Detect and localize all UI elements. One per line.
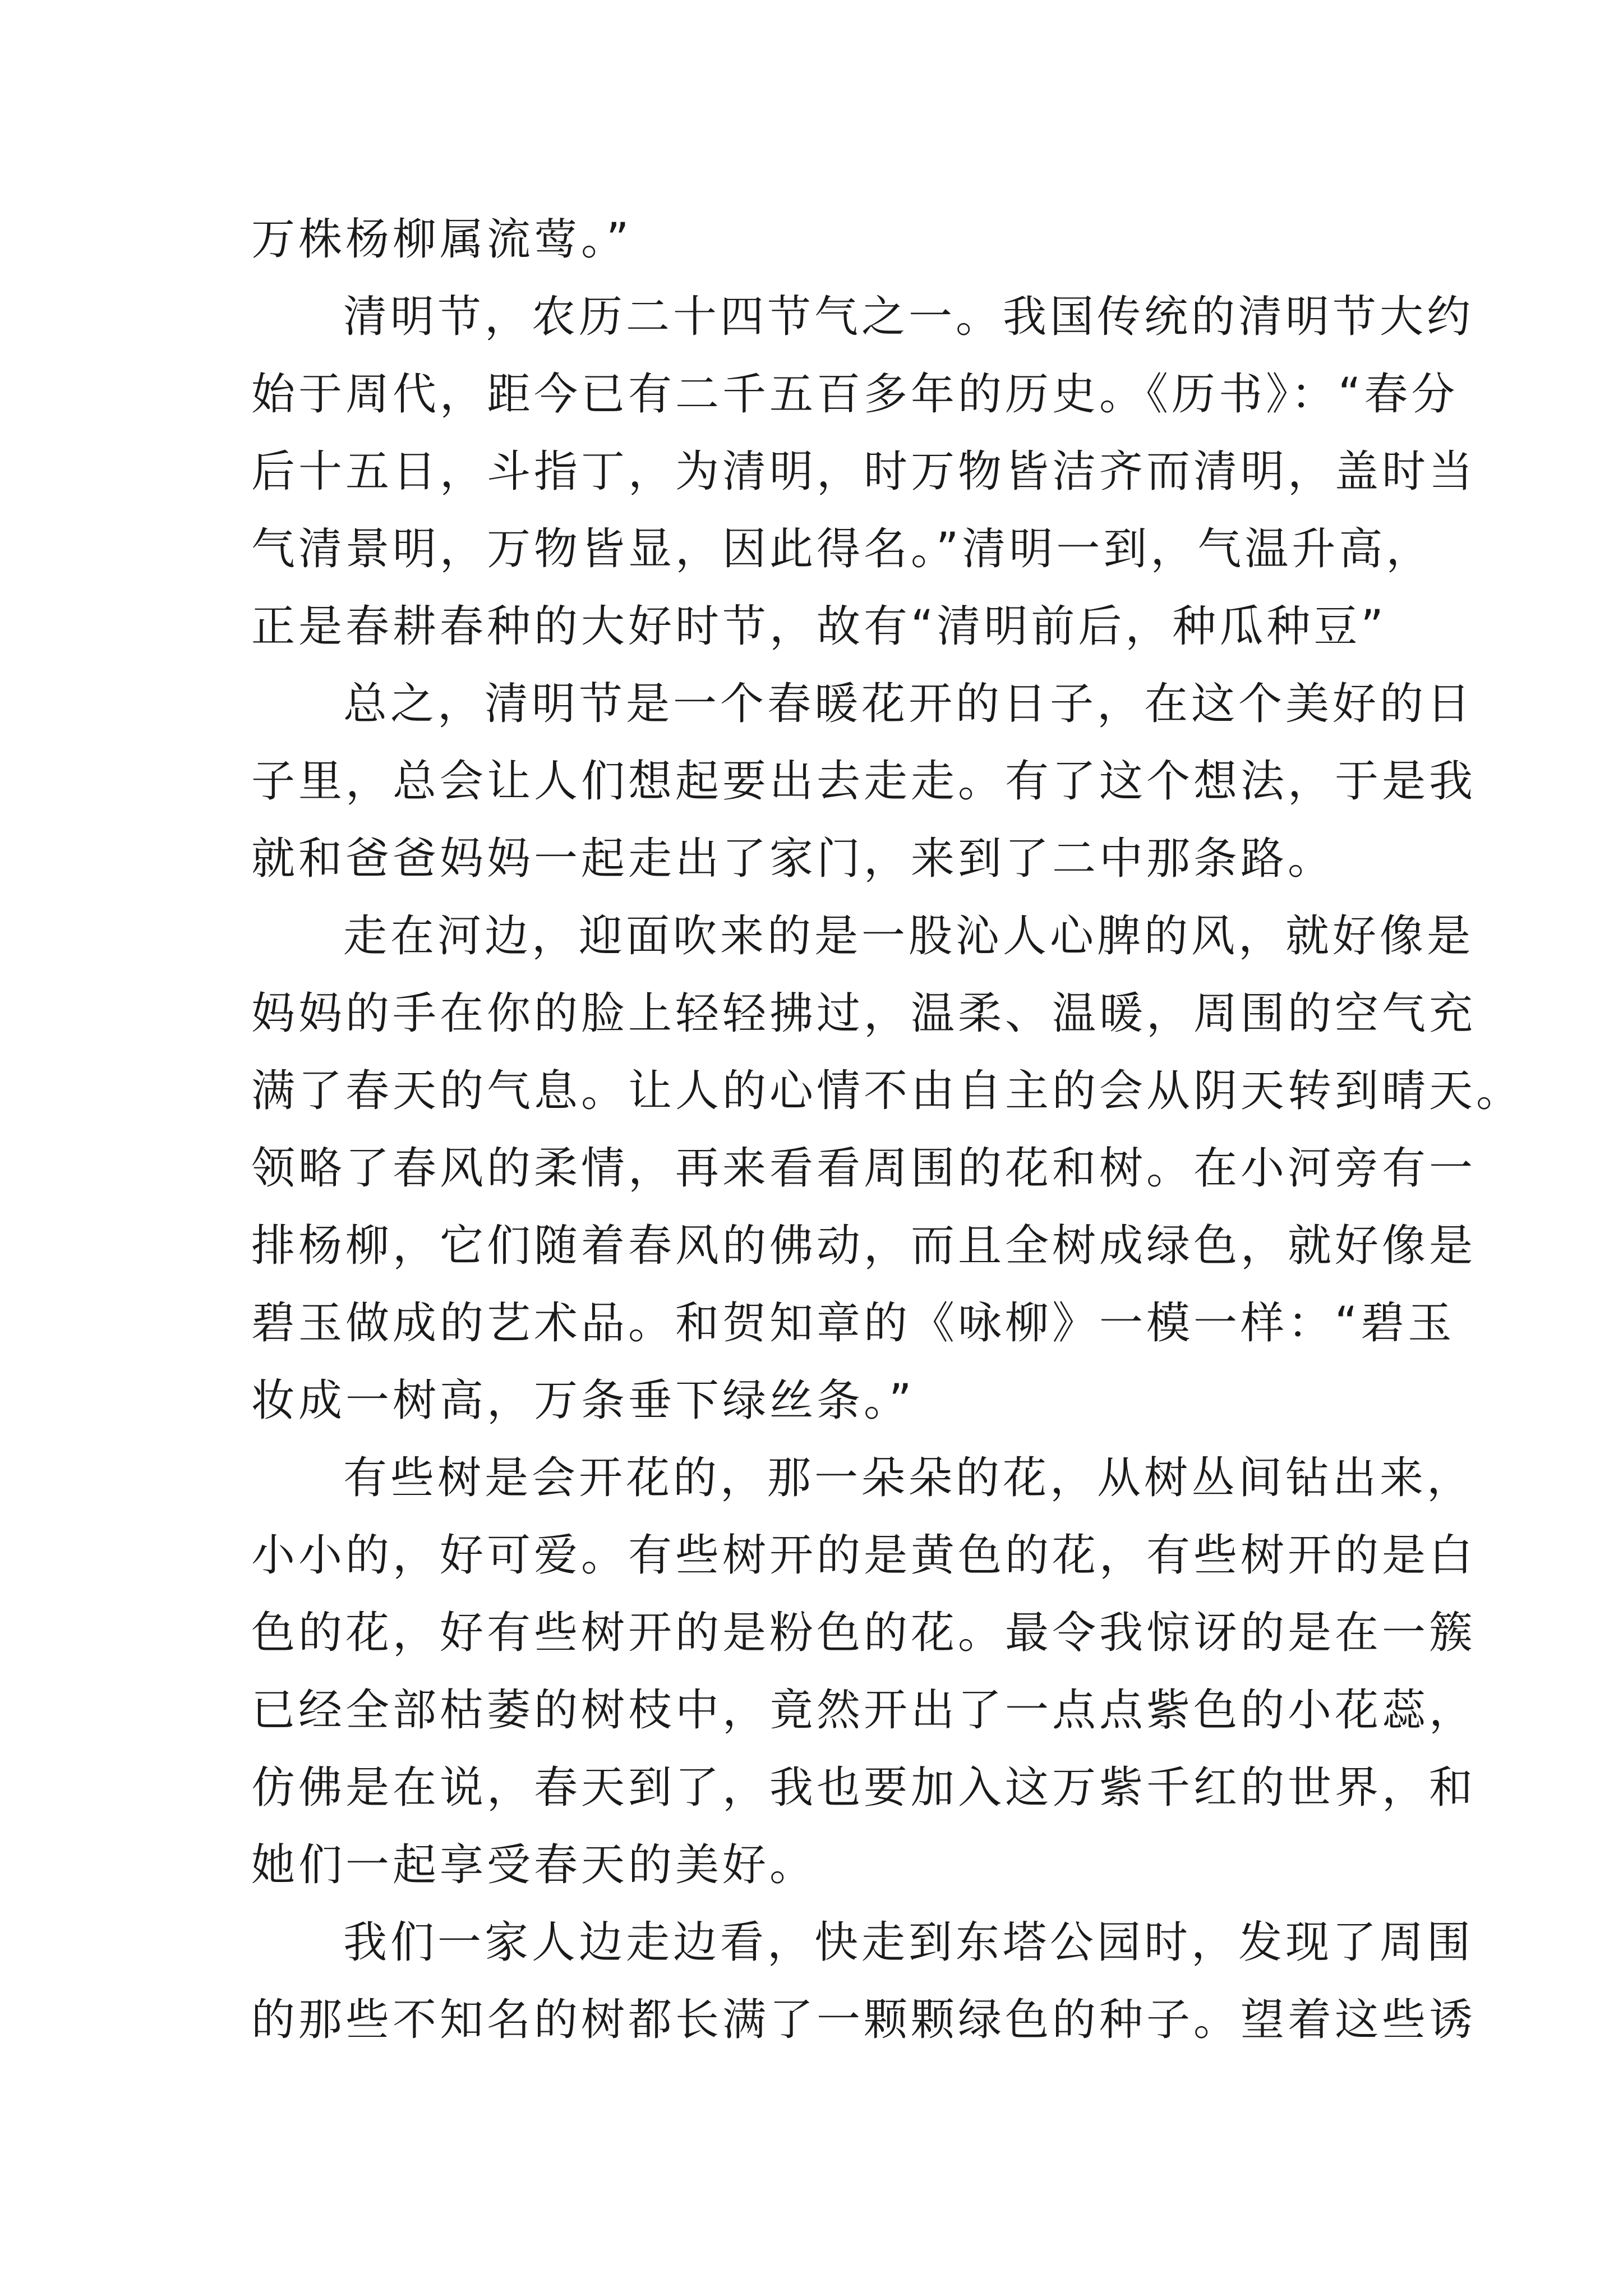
text-line: 妆成一树高，万条垂下绿丝条。”: [251, 1375, 915, 1426]
text-line: 的那些不知名的树都长满了一颗颗绿色的种子。望着这些诱: [251, 1995, 1477, 2045]
text-line: 妈妈的手在你的脸上轻轻拂过，温柔、温暖，周围的空气充: [251, 988, 1477, 1039]
text-line: 我们一家人边走边看，快走到东塔公园时，发现了周围: [343, 1917, 1474, 1968]
text-line: 万株杨柳属流莺。”: [251, 214, 633, 265]
text-column: [251, 201, 1524, 2059]
text-line: 就和爸爸妈妈一起走出了家门，来到了二中那条路。: [251, 834, 1335, 884]
text-line: 后十五日，斗指丁，为清明，时万物皆洁齐而清明，盖时当: [251, 447, 1477, 497]
text-line: 清明节，农历二十四节气之一。我国传统的清明节大约: [343, 292, 1474, 342]
text-line: 仿佛是在说，春天到了，我也要加入这万紫千红的世界，和: [251, 1763, 1477, 1813]
text-line: 已经全部枯萎的树枝中，竟然开出了一点点紫色的小花蕊，: [251, 1685, 1477, 1736]
text-line: 有些树是会开花的，那一朵朵的花，从树丛间钻出来，: [343, 1453, 1474, 1503]
text-line: 走在河边，迎面吹来的是一股沁人心脾的风，就好像是: [343, 911, 1474, 961]
text-line: 领略了春风的柔情，再来看看周围的花和树。在小河旁有一: [251, 1143, 1477, 1194]
text-line: 总之，清明节是一个春暖花开的日子，在这个美好的日: [343, 679, 1474, 729]
text-line: 始于周代，距今已有二千五百多年的历史。《历书》：“春分: [251, 369, 1459, 420]
text-line: 满了春天的气息。让人的心情不由自主的会从阴天转到晴天。: [251, 1066, 1524, 1116]
text-line: 子里，总会让人们想起要出去走走。有了这个想法，于是我: [251, 756, 1477, 807]
text-line: 色的花，好有些树开的是粉色的花。最令我惊讶的是在一簇: [251, 1608, 1477, 1658]
text-line: 气清景明，万物皆显，因此得名。”清明一到，气温升高，: [251, 524, 1433, 574]
text-line: 正是春耕春种的大好时节，故有“清明前后，种瓜种豆”: [251, 601, 1387, 652]
text-line: 她们一起享受春天的美好。: [251, 1840, 817, 1890]
text-line: 排杨柳，它们随着春风的佛动，而且全树成绿色，就好像是: [251, 1221, 1477, 1271]
text-line: 碧玉做成的艺术品。和贺知章的《咏柳》一模一样：“碧玉: [251, 1298, 1455, 1349]
text-line: 小小的，好可爱。有些树开的是黄色的花，有些树开的是白: [251, 1530, 1477, 1581]
